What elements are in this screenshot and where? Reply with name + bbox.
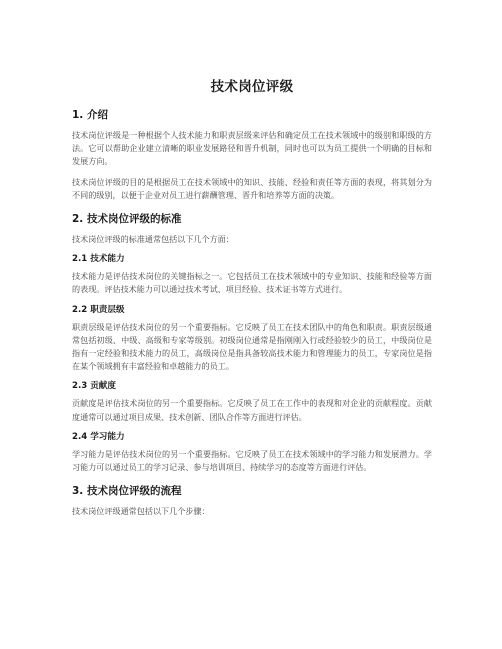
paragraph-tech-ability: 技术能力是评估技术岗位的关键指标之一。它包括员工在技术领域中的专业知识、技能和经验等方面的表现。评估技术能力可以通过技术考试、项目经验、技术证书等方式进行。: [72, 271, 432, 295]
subsection-heading-learning-ability: 2.4 学习能力: [72, 431, 125, 442]
page-title: 技术岗位评级: [210, 79, 294, 95]
subsection-heading-responsibility-level: 2.2 职责层级: [72, 304, 125, 315]
subsection-heading-contribution: 2.3 贡献度: [72, 381, 116, 392]
paragraph-responsibility-level: 职责层级是评估技术岗位的另一个重要指标。它反映了员工在技术团队中的角色和职责。职责层级通常包括初级、中级、高级和专家等级别。初级岗位通常是指刚刚入行或经验较少的员工，中级岗位是指有一定经验和技术能力的员工，高级岗位是指具备较高技术能力和管理能力的员工，专家岗位是指在某个领域拥有丰富经验和卓越能力的员工。: [72, 321, 432, 372]
paragraph-process-intro: 技术岗位评级通常包括以下几个步骤：: [72, 506, 210, 517]
subsection-heading-tech-ability: 2.1 技术能力: [72, 254, 125, 265]
paragraph-contribution: 贡献度是评估技术岗位的另一个重要指标。它反映了员工在工作中的表现和对企业的贡献程度。贡献度通常可以通过项目成果、技术创新、团队合作等方面进行评估。: [72, 398, 432, 422]
paragraph-intro-2: 技术岗位评级的目的是根据员工在技术领域中的知识、技能、经验和责任等方面的表现，将其划分为不同的级别，以便于企业对员工进行薪酬管理、晋升和培养等方面的决策。: [72, 176, 432, 200]
section-heading-intro: 1. 介绍: [72, 109, 108, 121]
paragraph-learning-ability: 学习能力是评估技术岗位的另一个重要指标。它反映了员工在技术领域中的学习能力和发展潜力。学习能力可以通过员工的学习记录、参与培训项目、持续学习的态度等方面进行评估。: [72, 448, 432, 473]
paragraph-intro-1: 技术岗位评级是一种根据个人技术能力和职责层级来评估和确定员工在技术领域中的级别和职级的方法。它可以帮助企业建立清晰的职业发展路径和晋升机制，同时也可以为员工提供一个明确的目标和发展方向。: [72, 130, 432, 167]
section-heading-standards: 2. 技术岗位评级的标准: [72, 213, 182, 226]
section-heading-process: 3. 技术岗位评级的流程: [72, 485, 182, 498]
document-body: [72, 78, 432, 525]
paragraph-standards-intro: 技术岗位评级的标准通常包括以下几个方面：: [72, 234, 234, 245]
